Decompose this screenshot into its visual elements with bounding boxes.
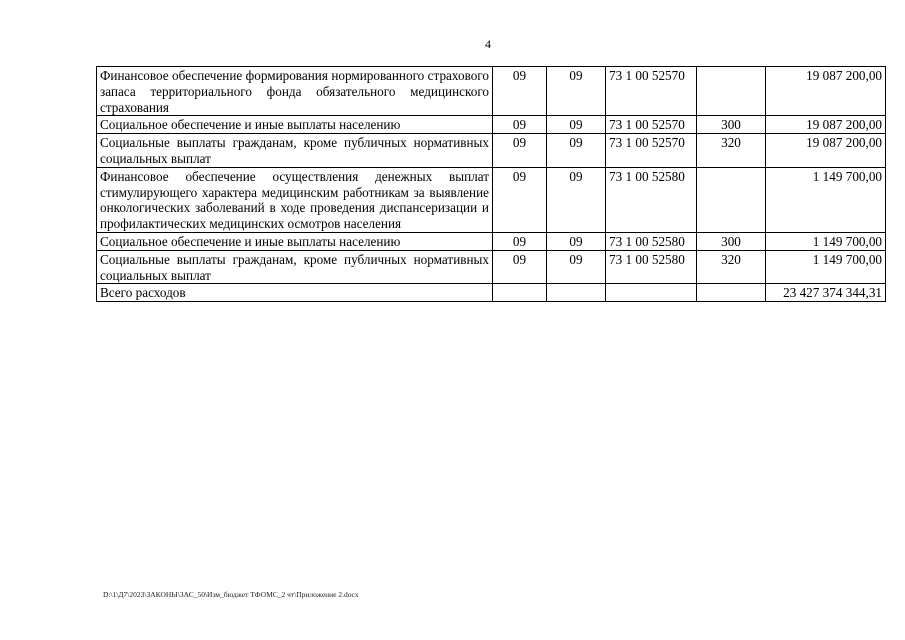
amount-cell: 1 149 700,00 (766, 232, 886, 250)
target-article-cell: 73 1 00 52570 (606, 116, 697, 134)
amount-cell: 19 087 200,00 (766, 116, 886, 134)
target-article-cell (606, 284, 697, 302)
section-code-cell: 09 (493, 167, 547, 232)
subsection-code-cell: 09 (547, 116, 606, 134)
section-code-cell: 09 (493, 134, 547, 168)
subsection-code-cell: 09 (547, 232, 606, 250)
subsection-code-cell: 09 (547, 134, 606, 168)
subsection-code-cell: 09 (547, 250, 606, 284)
target-article-cell: 73 1 00 52580 (606, 232, 697, 250)
expense-type-cell (697, 284, 766, 302)
target-article-cell: 73 1 00 52580 (606, 250, 697, 284)
target-article-cell: 73 1 00 52580 (606, 167, 697, 232)
expense-type-cell: 320 (697, 250, 766, 284)
section-code-cell: 09 (493, 250, 547, 284)
table-row (97, 116, 886, 134)
section-code-cell (493, 284, 547, 302)
document-file-path: D:\1\Д7\2023\ЗАКОНЫ\ЗАС_50\Изм_бюджет ТФОМС_2 чт\Приложение 2.docx (103, 590, 359, 599)
total-amount-cell: 23 427 374 344,31 (766, 284, 886, 302)
table-row (97, 67, 886, 116)
target-article-cell: 73 1 00 52570 (606, 67, 697, 116)
section-code-cell: 09 (493, 116, 547, 134)
table-row (97, 232, 886, 250)
expense-name-cell: Финансовое обеспечение формирования нормированного страхового запаса территориального фонда обязательного медицинского страхования (97, 67, 493, 116)
expense-name-cell: Социальное обеспечение и иные выплаты населению (97, 116, 493, 134)
expense-name-cell: Социальное обеспечение и иные выплаты населению (97, 232, 493, 250)
expense-type-cell: 320 (697, 134, 766, 168)
subsection-code-cell: 09 (547, 167, 606, 232)
expense-type-cell (697, 67, 766, 116)
target-article-cell: 73 1 00 52570 (606, 134, 697, 168)
expense-name-cell: Социальные выплаты гражданам, кроме публичных нормативных социальных выплат (97, 250, 493, 284)
expense-type-cell (697, 167, 766, 232)
subsection-code-cell: 09 (547, 67, 606, 116)
table-row (97, 250, 886, 284)
budget-table (96, 66, 886, 302)
section-code-cell: 09 (493, 67, 547, 116)
amount-cell: 1 149 700,00 (766, 167, 886, 232)
expense-name-cell: Социальные выплаты гражданам, кроме публичных нормативных социальных выплат (97, 134, 493, 168)
table-row (97, 167, 886, 232)
amount-cell: 19 087 200,00 (766, 67, 886, 116)
section-code-cell: 09 (493, 232, 547, 250)
amount-cell: 19 087 200,00 (766, 134, 886, 168)
expense-type-cell: 300 (697, 232, 766, 250)
subsection-code-cell (547, 284, 606, 302)
expense-name-cell: Финансовое обеспечение осуществления денежных выплат стимулирующего характера медицинским работникам за выявление онкологических заболеваний в ходе проведения диспансеризации и профилактических медицинских осмотров населения (97, 167, 493, 232)
total-label-cell: Всего расходов (97, 284, 493, 302)
expense-type-cell: 300 (697, 116, 766, 134)
total-row (97, 284, 886, 302)
amount-cell: 1 149 700,00 (766, 250, 886, 284)
table-row (97, 134, 886, 168)
page-number: 4 (485, 37, 491, 51)
